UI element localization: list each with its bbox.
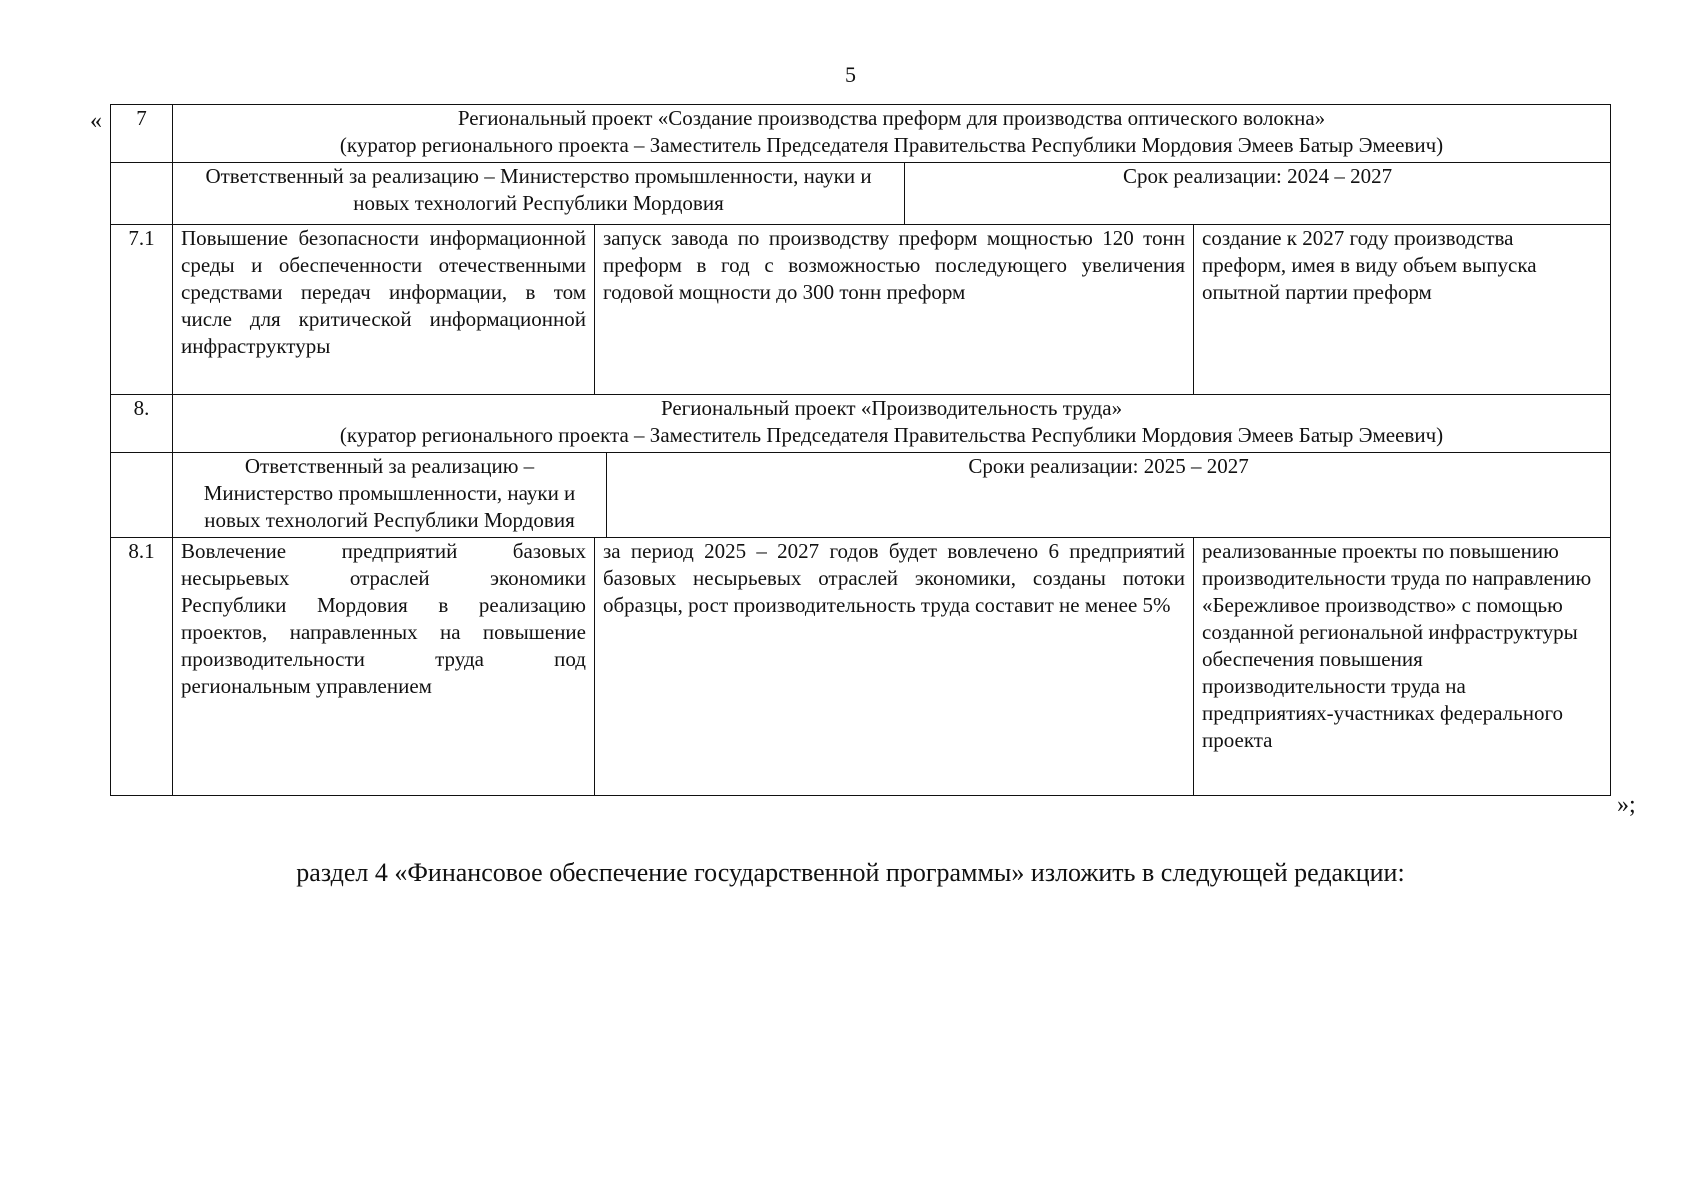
section-title-cell — [173, 105, 1611, 163]
page-number: 5 — [845, 62, 856, 87]
section-curator: (куратор регионального проекта – Заместитель Председателя Правительства Республики Мордовия Эмеев Батыр Эмеевич) — [339, 423, 1444, 447]
section-term: Срок реализации: 2024 – 2027 — [905, 163, 1611, 225]
section-title: Региональный проект «Производительность труда» — [660, 396, 1123, 420]
section-number: 8. — [111, 395, 173, 453]
section-term: Сроки реализации: 2025 – 2027 — [607, 453, 1611, 538]
projects-table — [110, 104, 1611, 796]
row-task: Повышение безопасности информационной среды и обеспеченности отечественными средствами передач информации, в том числе для критической информационной инфраструктуры — [173, 225, 595, 395]
section-responsible-row — [111, 163, 1611, 225]
section-title: Региональный проект «Создание производства преформ для производства оптического волокна» — [457, 106, 1326, 130]
row-number: 8.1 — [111, 538, 173, 796]
closing-quote: »; — [1617, 792, 1636, 818]
row-result: реализованные проекты по повышению производительности труда по направлению «Бережливое производство» с помощью созданной региональной инфраструктуры обеспечения повышения производительности труда на предприятиях-участниках федерального проекта — [1194, 538, 1611, 796]
section-header-row — [111, 395, 1611, 453]
row-task: Вовлечение предприятий базовых несырьевых отраслей экономики Республики Мордовия в реализацию проектов, направленных на повышение производительности труда под региональным управлением — [173, 538, 595, 796]
footer-text: раздел 4 «Финансовое обеспечение государственной программы» изложить в следующей редакции: — [296, 858, 1405, 887]
row-description: запуск завода по производству преформ мощностью 120 тонн преформ в год с возможностью последующего увеличения годовой мощности до 300 тонн преформ — [595, 225, 1194, 395]
empty-cell — [111, 163, 173, 225]
section-responsible: Ответственный за реализацию – Министерство промышленности, науки и новых технологий Республики Мордовия — [173, 453, 607, 538]
opening-quote: « — [90, 108, 102, 134]
section-responsible: Ответственный за реализацию – Министерство промышленности, науки и новых технологий Республики Мордовия — [173, 163, 905, 225]
section-title-cell — [173, 395, 1611, 453]
section-curator: (куратор регионального проекта – Заместитель Председателя Правительства Республики Мордовия Эмеев Батыр Эмеевич) — [339, 133, 1444, 157]
section-responsible-row — [111, 453, 1611, 538]
row-result: создание к 2027 году производства преформ, имея в виду объем выпуска опытной партии преформ — [1194, 225, 1611, 395]
table-row — [111, 225, 1611, 395]
row-description: за период 2025 – 2027 годов будет вовлечено 6 предприятий базовых несырьевых отраслей экономики, созданы потоки образцы, рост производительность труда составит не менее 5% — [595, 538, 1194, 796]
table-row — [111, 538, 1611, 796]
row-number: 7.1 — [111, 225, 173, 395]
section-header-row — [111, 105, 1611, 163]
empty-cell — [111, 453, 173, 538]
section-number: 7 — [111, 105, 173, 163]
